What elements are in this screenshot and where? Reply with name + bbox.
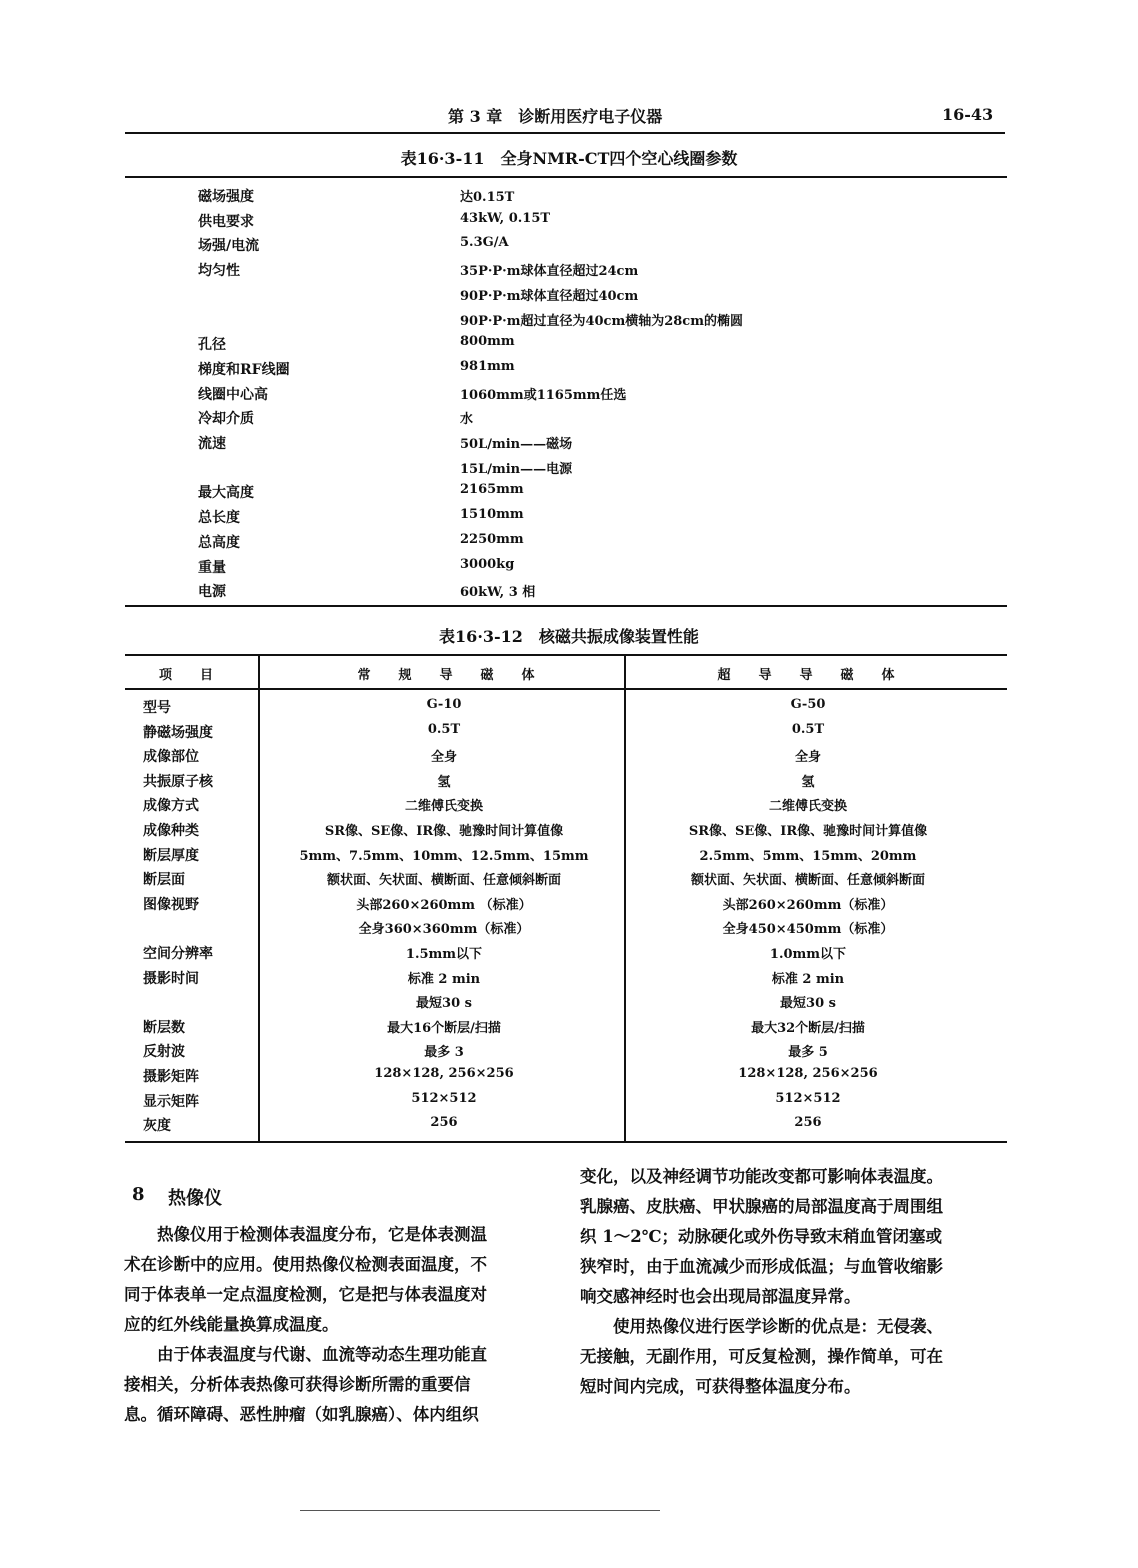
table2-row-superconducting: 最短30 s: [780, 996, 836, 1011]
table2-row-superconducting: 512×512: [775, 1091, 841, 1106]
table2-row-item: 断层数: [143, 1020, 185, 1036]
table1-row-value: 800mm: [460, 334, 515, 349]
table1-row-value: 35P·P·m球体直径超过24cm: [460, 264, 639, 279]
table2-row-conventional: 头部260×260mm （标准）: [356, 898, 532, 913]
paragraph-line: 变化，以及神经调节功能改变都可影响体表温度。: [580, 1167, 943, 1186]
paragraph-line: 乳腺癌、皮肤癌、甲状腺癌的局部温度高于周围组: [580, 1197, 943, 1216]
table2-bottom-rule: [125, 1141, 1007, 1143]
table1-row-label: 电源: [198, 584, 226, 600]
table1-row-value: 3000kg: [460, 557, 515, 572]
table2-row-superconducting: 0.5T: [791, 722, 825, 737]
table1-row-label: 最大高度: [198, 485, 254, 501]
paragraph-line: 接相关，分析体表热像可获得诊断所需的重要信: [124, 1375, 471, 1394]
table2-row-item: 断层面: [143, 872, 185, 888]
table1-row-value: 水: [460, 412, 474, 427]
paragraph-line: 使用热像仪进行医学诊断的优点是：无侵袭、: [580, 1317, 943, 1336]
table2-row-item: 型号: [143, 700, 171, 716]
bottom-rule: [300, 1510, 660, 1511]
table2-row-superconducting: 128×128, 256×256: [738, 1066, 878, 1081]
table2-row-superconducting: 1.0mm以下: [769, 947, 847, 962]
table2-row-conventional: 二维傅氏变换: [404, 799, 483, 814]
table1-row-label: 均匀性: [198, 263, 240, 279]
paragraph-line: 同于体表单一定点温度检测，它是把与体表温度对: [124, 1285, 487, 1304]
table2-row-superconducting: 最大32个断层/扫描: [751, 1021, 865, 1036]
paragraph-line: 无接触，无副作用，可反复检测，操作简单，可在: [580, 1347, 943, 1366]
table1-row-value: 1510mm: [460, 507, 524, 522]
table1-row-label: 线圈中心高: [198, 387, 268, 403]
table2-header-superconducting: 超导导磁体: [717, 668, 923, 683]
table2-row-conventional: G-10: [426, 697, 462, 712]
paragraph-line: 织 1～2℃；动脉硬化或外伤导致末稍血管闭塞或: [580, 1227, 942, 1246]
table2-row-item: 空间分辨率: [143, 946, 213, 962]
table2-row-superconducting: 2.5mm、5mm、15mm、20mm: [699, 849, 917, 864]
paragraph-line: 响交感神经时也会出现局部温度异常。: [580, 1287, 861, 1306]
table1-row-value: 43kW, 0.15T: [460, 211, 551, 226]
table2-row-conventional: 256: [430, 1115, 458, 1130]
table1-row-label: 流速: [198, 436, 226, 452]
table2-row-conventional: 128×128, 256×256: [374, 1066, 514, 1081]
table1-row-label: 供电要求: [198, 214, 254, 230]
table1-row-value: 60kW, 3 相: [460, 585, 536, 600]
table1-row-value: 2165mm: [460, 482, 524, 497]
right-column-text: [580, 1162, 1000, 1402]
table2-row-superconducting: 全身450×450mm（标准）: [722, 922, 894, 937]
table1-row-value: 15L/min——电源: [460, 462, 573, 477]
table2-row-superconducting: 二维傅氏变换: [768, 799, 847, 814]
table2-header-conventional: 常规导磁体: [357, 668, 563, 683]
table2-row-item: 显示矩阵: [143, 1094, 199, 1110]
table2-row-conventional: 标准 2 min: [407, 972, 481, 987]
header-rule: [125, 132, 1005, 134]
table2-row-conventional: 最短30 s: [416, 996, 472, 1011]
table1-row-label: 磁场强度: [198, 189, 254, 205]
table2-caption: 表16·3-12 核磁共振成像装置性能: [439, 627, 699, 646]
table2-row-conventional: 5mm、7.5mm、10mm、12.5mm、15mm: [299, 849, 589, 864]
table2-row-conventional: 最大16个断层/扫描: [387, 1021, 501, 1036]
page-number: 16-43: [942, 105, 994, 124]
table2-row-conventional: SR像、SE像、IR像、驰豫时间计算值像: [324, 824, 564, 839]
table1-bottom-rule: [125, 605, 1007, 607]
table1-row-label: 重量: [198, 560, 226, 576]
table1-row-label: 孔径: [198, 337, 226, 353]
table2-row-conventional: 512×512: [411, 1091, 477, 1106]
table1-row-value: 1060mm或1165mm任选: [460, 388, 627, 403]
table1-row-value: 90P·P·m球体直径超过40cm: [460, 289, 639, 304]
table2-row-superconducting: G-50: [790, 697, 826, 712]
table2-row-superconducting: SR像、SE像、IR像、驰豫时间计算值像: [688, 824, 928, 839]
table2-row-superconducting: 头部260×260mm（标准）: [722, 898, 894, 913]
table2-row-item: 成像方式: [143, 798, 199, 814]
table2-row-item: 摄影时间: [143, 971, 199, 987]
table2-row-conventional: 最多 3: [424, 1045, 464, 1060]
table2-header-item: 项目: [158, 668, 241, 683]
section-title: 热像仪: [168, 1188, 222, 1209]
table1-row-label: 总长度: [198, 510, 240, 526]
table2-row-item: 成像部位: [143, 749, 199, 765]
paragraph-line: 应的红外线能量换算成温度。: [124, 1315, 339, 1334]
paragraph-line: 短时间内完成，可获得整体温度分布。: [580, 1377, 861, 1396]
table1-caption: 表16·3-11 全身NMR-CT四个空心线圈参数: [400, 149, 738, 168]
chapter-header: 第 3 章 诊断用医疗电子仪器: [448, 107, 663, 126]
paragraph-line: 由于体表温度与代谢、血流等动态生理功能直: [124, 1345, 487, 1364]
table2-row-superconducting: 氢: [801, 775, 815, 790]
table2-row-item: 反射波: [143, 1044, 185, 1060]
paragraph-line: 术在诊断中的应用。使用热像仪检测表面温度，不: [124, 1255, 487, 1274]
table1-top-rule: [125, 176, 1007, 178]
table2-row-conventional: 1.5mm以下: [405, 947, 483, 962]
table2-row-superconducting: 额状面、矢状面、横断面、任意倾斜断面: [690, 873, 925, 888]
table1-row-label: 总高度: [198, 535, 240, 551]
table2-row-conventional: 全身: [430, 750, 457, 765]
table2-row-item: 灰度: [143, 1118, 171, 1134]
section-number: 8: [132, 1184, 145, 1205]
table2-row-item: 摄影矩阵: [143, 1069, 199, 1085]
table2-divider-1: [258, 656, 260, 1142]
table2-row-conventional: 0.5T: [427, 722, 461, 737]
table2-row-conventional: 氢: [437, 775, 451, 790]
left-column-text: [124, 1220, 544, 1430]
table2-row-conventional: 全身360×360mm（标准）: [358, 922, 530, 937]
table1-row-value: 达0.15T: [460, 190, 515, 205]
table1-row-label: 冷却介质: [198, 411, 254, 427]
table1-row-value: 2250mm: [460, 532, 524, 547]
table2-row-item: 成像种类: [143, 823, 199, 839]
table1-row-label: 场强/电流: [198, 238, 260, 254]
table2-row-superconducting: 256: [794, 1115, 822, 1130]
paragraph-line: 息。循环障碍、恶性肿瘤（如乳腺癌）、体内组织: [124, 1405, 479, 1424]
table1-row-value: 981mm: [460, 359, 515, 374]
table2-row-conventional: 额状面、矢状面、横断面、任意倾斜断面: [326, 873, 561, 888]
table2-row-item: 静磁场强度: [143, 725, 213, 741]
table2-row-superconducting: 标准 2 min: [771, 972, 845, 987]
paragraph-line: 热像仪用于检测体表温度分布，它是体表测温: [124, 1225, 487, 1244]
table2-row-item: 共振原子核: [143, 774, 213, 790]
paragraph-line: 狭窄时，由于血流减少而形成低温；与血管收缩影: [580, 1257, 943, 1276]
table1-row-value: 50L/min——磁场: [460, 437, 573, 452]
table1-row-value: 90P·P·m超过直径为40cm横轴为28cm的椭圆: [460, 314, 743, 329]
table1-row-label: 梯度和RF线圈: [198, 362, 290, 378]
table2-row-superconducting: 最多 5: [788, 1045, 828, 1060]
table2-row-superconducting: 全身: [794, 750, 821, 765]
table1-row-value: 5.3G/A: [460, 235, 509, 250]
table2-row-item: 图像视野: [143, 897, 199, 913]
table2-row-item: 断层厚度: [143, 848, 199, 864]
